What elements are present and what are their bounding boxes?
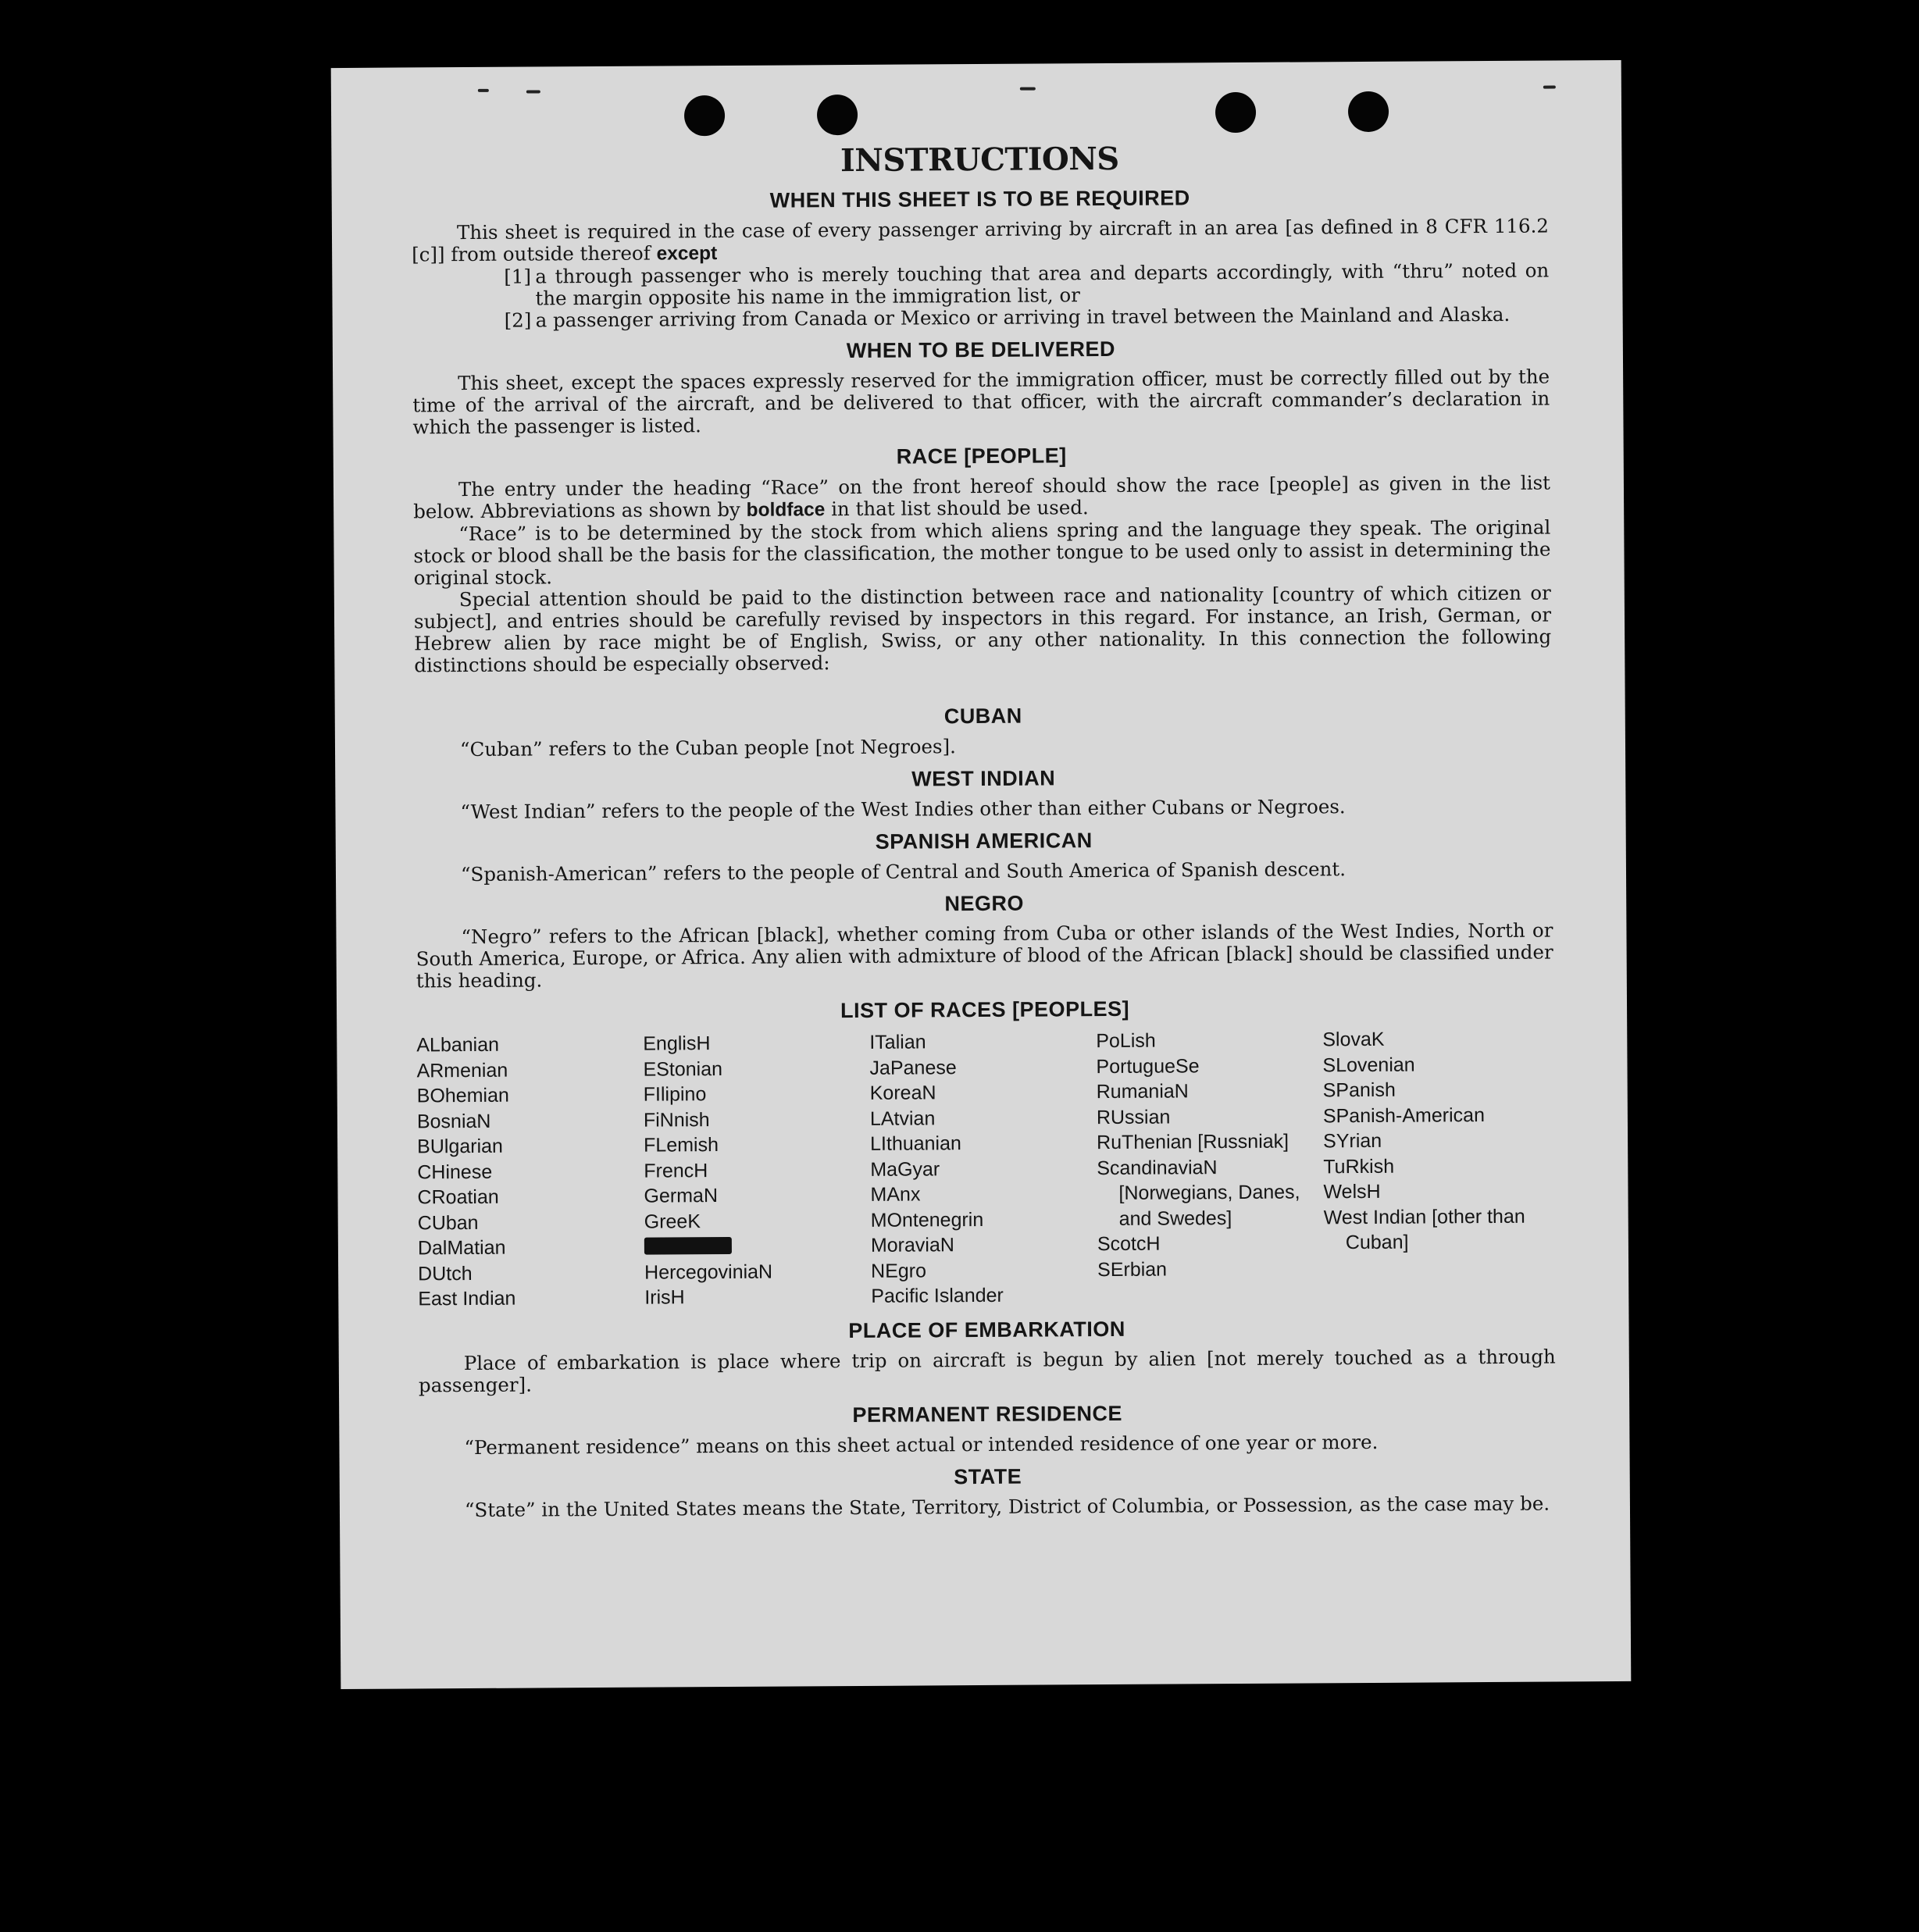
when-required-intro: This sheet is required in the case of every passenger arriving by aircraft in an area [as defined in 8 CFR 116.2 [c]] from outside thereof except xyxy=(412,214,1550,266)
race-entry: ScotcH xyxy=(1097,1232,1161,1256)
race-entry: SPanish-American xyxy=(1322,1103,1486,1127)
punch-hole xyxy=(1215,92,1256,133)
races-column xyxy=(1322,1026,1550,1306)
race-entry: CRoatian xyxy=(417,1185,499,1209)
punch-hole xyxy=(817,94,858,135)
residence-text: “Permanent residence” means on this sheet actual or intended residence of one year or more. xyxy=(464,1430,1379,1459)
heading-state: STATE xyxy=(954,1464,1022,1488)
heading-when-delivered: WHEN TO BE DELIVERED xyxy=(846,337,1115,363)
paper-mark xyxy=(1020,87,1036,91)
paper-mark xyxy=(478,89,489,92)
race-entry: BOhemian xyxy=(416,1084,509,1107)
race-entry: FrencH xyxy=(644,1159,708,1182)
race-entry: MAnx xyxy=(870,1183,921,1206)
race-entry: NEgro xyxy=(871,1259,927,1282)
list-item: [2] a passenger arriving from Canada or Mexico or arriving in travel between the Mainland and Alaska. xyxy=(504,302,1511,332)
race-entry: PoLish xyxy=(1096,1029,1156,1053)
race-entry: ALbanian xyxy=(416,1033,500,1057)
race-entry: DUtch xyxy=(418,1262,473,1285)
paper-mark xyxy=(1543,85,1556,88)
state-text: “State” in the United States means the State, Territory, District of Columbia, or Possession, as the case may be. xyxy=(464,1492,1550,1521)
punch-hole xyxy=(684,95,725,136)
race-entry: BUlgarian xyxy=(417,1135,503,1158)
heading-list-of-races: LIST OF RACES [PEOPLES] xyxy=(840,996,1130,1023)
race-entry: MoraviaN xyxy=(870,1234,954,1257)
race-entry: RumaniaN xyxy=(1096,1080,1189,1103)
race-entry: LIthuanian xyxy=(870,1132,961,1155)
race-entry: EnglisH xyxy=(643,1032,711,1055)
race-entry: FiNnish xyxy=(643,1108,710,1132)
heading-cuban: CUBAN xyxy=(943,704,1022,729)
instruction-sheet xyxy=(331,60,1632,1689)
embarkation-text: Place of embarkation is place where trip on aircraft is begun by alien [not merely touched as a through passenger]. xyxy=(418,1345,1556,1396)
list-item: [1] a through passenger who is merely touching that area and departs accordingly, with “thru” noted on the margin opposite his name in the immigration list, or xyxy=(504,258,1550,310)
races-column xyxy=(643,1030,871,1310)
race-entry: TuRkish xyxy=(1323,1155,1395,1178)
redaction-mark xyxy=(644,1237,732,1255)
race-entry: SlovaK xyxy=(1322,1028,1385,1051)
heading-embarkation: PLACE OF EMBARKATION xyxy=(848,1317,1125,1342)
race-entry: EStonian xyxy=(643,1057,723,1081)
paper-mark xyxy=(526,90,540,93)
race-entry: SErbian xyxy=(1097,1258,1168,1281)
negro-text: “Negro” refers to the African [black], whether coming from Cuba or other islands of the West Indies, North or South America, Europe, or Africa. Any alien with admixture of blood of the African [black] should be classified under this heading. xyxy=(416,918,1553,993)
race-entry: ITalian xyxy=(869,1031,926,1053)
race-entry: GreeK xyxy=(644,1210,701,1233)
race-entry: DalMatian xyxy=(417,1236,506,1260)
race-entry: Pacific Islander xyxy=(871,1284,1004,1307)
cuban-text: “Cuban” refers to the Cuban people [not Negroes]. xyxy=(459,735,957,761)
west-indian-text: “West Indian” refers to the people of the West Indies other than either Cubans or Negroes. xyxy=(460,795,1346,824)
race-entry: CUban xyxy=(417,1211,479,1234)
heading-when-required: WHEN THIS SHEET IS TO BE REQUIRED xyxy=(769,186,1190,212)
punch-hole xyxy=(1348,91,1389,132)
race-paragraph-3: Special attention should be paid to the distinction between race and nationality [country of which citizen or subject], and entries should be carefully revised by inspectors in this regard. For instance, an Irish, German, or Hebrew alien by race might be of English, Swiss, or any other nationality. In this connection the following distinctions should be especially observed: xyxy=(413,581,1552,677)
race-entry: PortugueSe xyxy=(1096,1054,1200,1078)
race-entry: SYrian xyxy=(1323,1129,1382,1153)
race-entry: FLemish xyxy=(644,1134,719,1157)
heading-permanent-residence: PERMANENT RESIDENCE xyxy=(852,1401,1123,1427)
race-entry: FIlipino xyxy=(643,1083,707,1106)
race-entry: RuThenian [Russniak] xyxy=(1097,1130,1289,1154)
race-entry: MOntenegrin xyxy=(870,1208,984,1232)
race-entry: ScandinaviaN [Norwegians, Danes, and Swedes] xyxy=(1097,1156,1300,1230)
race-paragraph-1: The entry under the heading “Race” on the front hereof should show the race [people] as given in the list below. Abbreviations as shown by boldface in that list should be used. xyxy=(413,471,1551,523)
race-entry: MaGyar xyxy=(870,1157,940,1181)
race-entry: SLovenian xyxy=(1322,1053,1415,1076)
when-delivered-text: This sheet, except the spaces expressly reserved for the immigration officer, must be correctly filled out by the time of the arrival of the aircraft, and be delivered to that officer, with the aircraft commander’s declaration in which the passenger is listed. xyxy=(412,365,1550,439)
race-entry: KoreaN xyxy=(869,1082,936,1104)
heading-west-indian: WEST INDIAN xyxy=(911,766,1056,791)
race-entry: BosniaN xyxy=(416,1110,491,1132)
races-column xyxy=(416,1032,644,1312)
race-entry: East Indian xyxy=(418,1287,516,1310)
race-entry: ARmenian xyxy=(416,1059,508,1082)
race-entry: West Indian [other than Cuban] xyxy=(1323,1205,1525,1254)
races-list xyxy=(416,1026,1555,1312)
race-entry: LAtvian xyxy=(869,1107,936,1130)
race-entry: JaPanese xyxy=(869,1056,957,1079)
race-paragraph-2: “Race” is to be determined by the stock from which aliens spring and the language they speak. The original stock or blood shall be the basis for the classification, the mother tongue to be used only to assist in determining the original stock. xyxy=(413,515,1551,590)
race-entry: GermaN xyxy=(644,1185,719,1207)
race-entry: HercegoviniaN xyxy=(644,1260,773,1284)
heading-spanish-american: SPANISH AMERICAN xyxy=(875,829,1093,854)
race-entry: CHinese xyxy=(417,1160,493,1183)
races-column xyxy=(869,1028,1097,1309)
heading-race: RACE [PEOPLE] xyxy=(896,444,1067,469)
page-title: INSTRUCTIONS xyxy=(840,140,1119,180)
redacted-entry xyxy=(644,1233,871,1260)
race-entry: RUssian xyxy=(1096,1106,1171,1128)
races-column xyxy=(1096,1027,1324,1307)
heading-negro: NEGRO xyxy=(944,891,1025,916)
spanish-american-text: “Spanish-American” refers to the people of Central and South America of Spanish descent. xyxy=(460,857,1347,886)
race-entry: SPanish xyxy=(1322,1078,1396,1102)
race-entry: IrisH xyxy=(644,1286,685,1309)
race-entry: WelsH xyxy=(1323,1180,1381,1203)
